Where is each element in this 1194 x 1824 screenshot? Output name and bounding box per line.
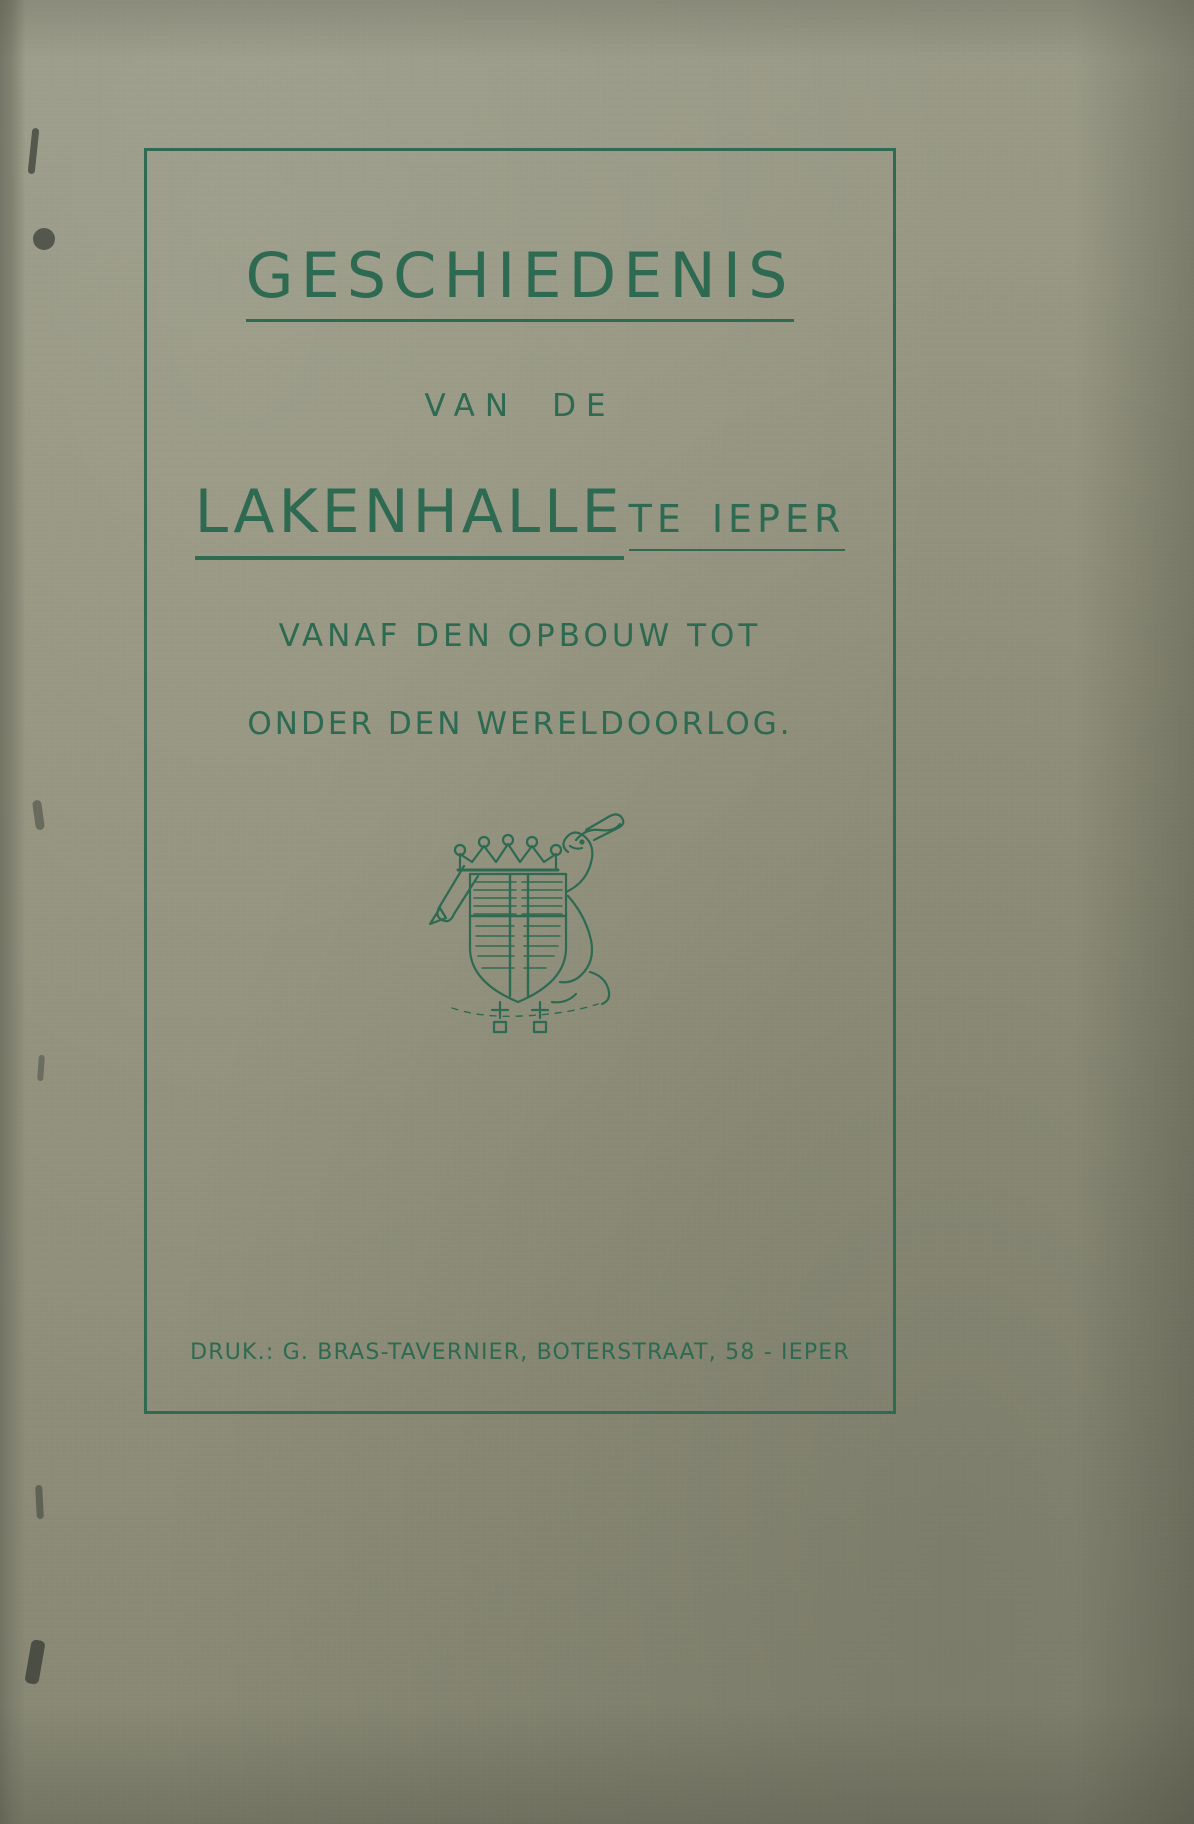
- printer-imprint: DRUK.: G. BRAS-TAVERNIER, BOTERSTRAAT, 58 - IEPER: [190, 1340, 850, 1365]
- binding-hole: [33, 228, 55, 250]
- binding-mark: [35, 1485, 44, 1519]
- cover-frame: [144, 148, 896, 1414]
- binding-mark: [24, 1639, 45, 1685]
- place-name: IEPER: [711, 497, 846, 541]
- page-right-edge-shadow: [1074, 0, 1194, 1824]
- subtitle-line-1: VANAF DEN OPBOUW TOT: [278, 618, 762, 654]
- cover-content: [147, 151, 893, 1411]
- place-line: [629, 497, 846, 551]
- page-title: GESCHIEDENIS: [246, 245, 795, 322]
- title-connector-de: DE: [552, 388, 616, 424]
- coat-of-arms-icon: [400, 796, 640, 1048]
- page-left-edge-shadow: [0, 0, 26, 1824]
- crest-container: [193, 796, 847, 1048]
- page-top-edge-shadow: [0, 0, 1194, 60]
- title-connector-van: VAN: [424, 388, 519, 424]
- subtitle-line-2: ONDER DEN WERELDOORLOG.: [247, 706, 793, 742]
- page-bottom-edge-shadow: [0, 1704, 1194, 1824]
- place-prefix: TE: [628, 497, 686, 541]
- binding-mark: [32, 800, 45, 831]
- binding-mark: [37, 1055, 45, 1081]
- title-connector-line: [193, 388, 847, 424]
- subject-title: LAKENHALLE: [195, 482, 624, 560]
- binding-mark: [28, 128, 40, 174]
